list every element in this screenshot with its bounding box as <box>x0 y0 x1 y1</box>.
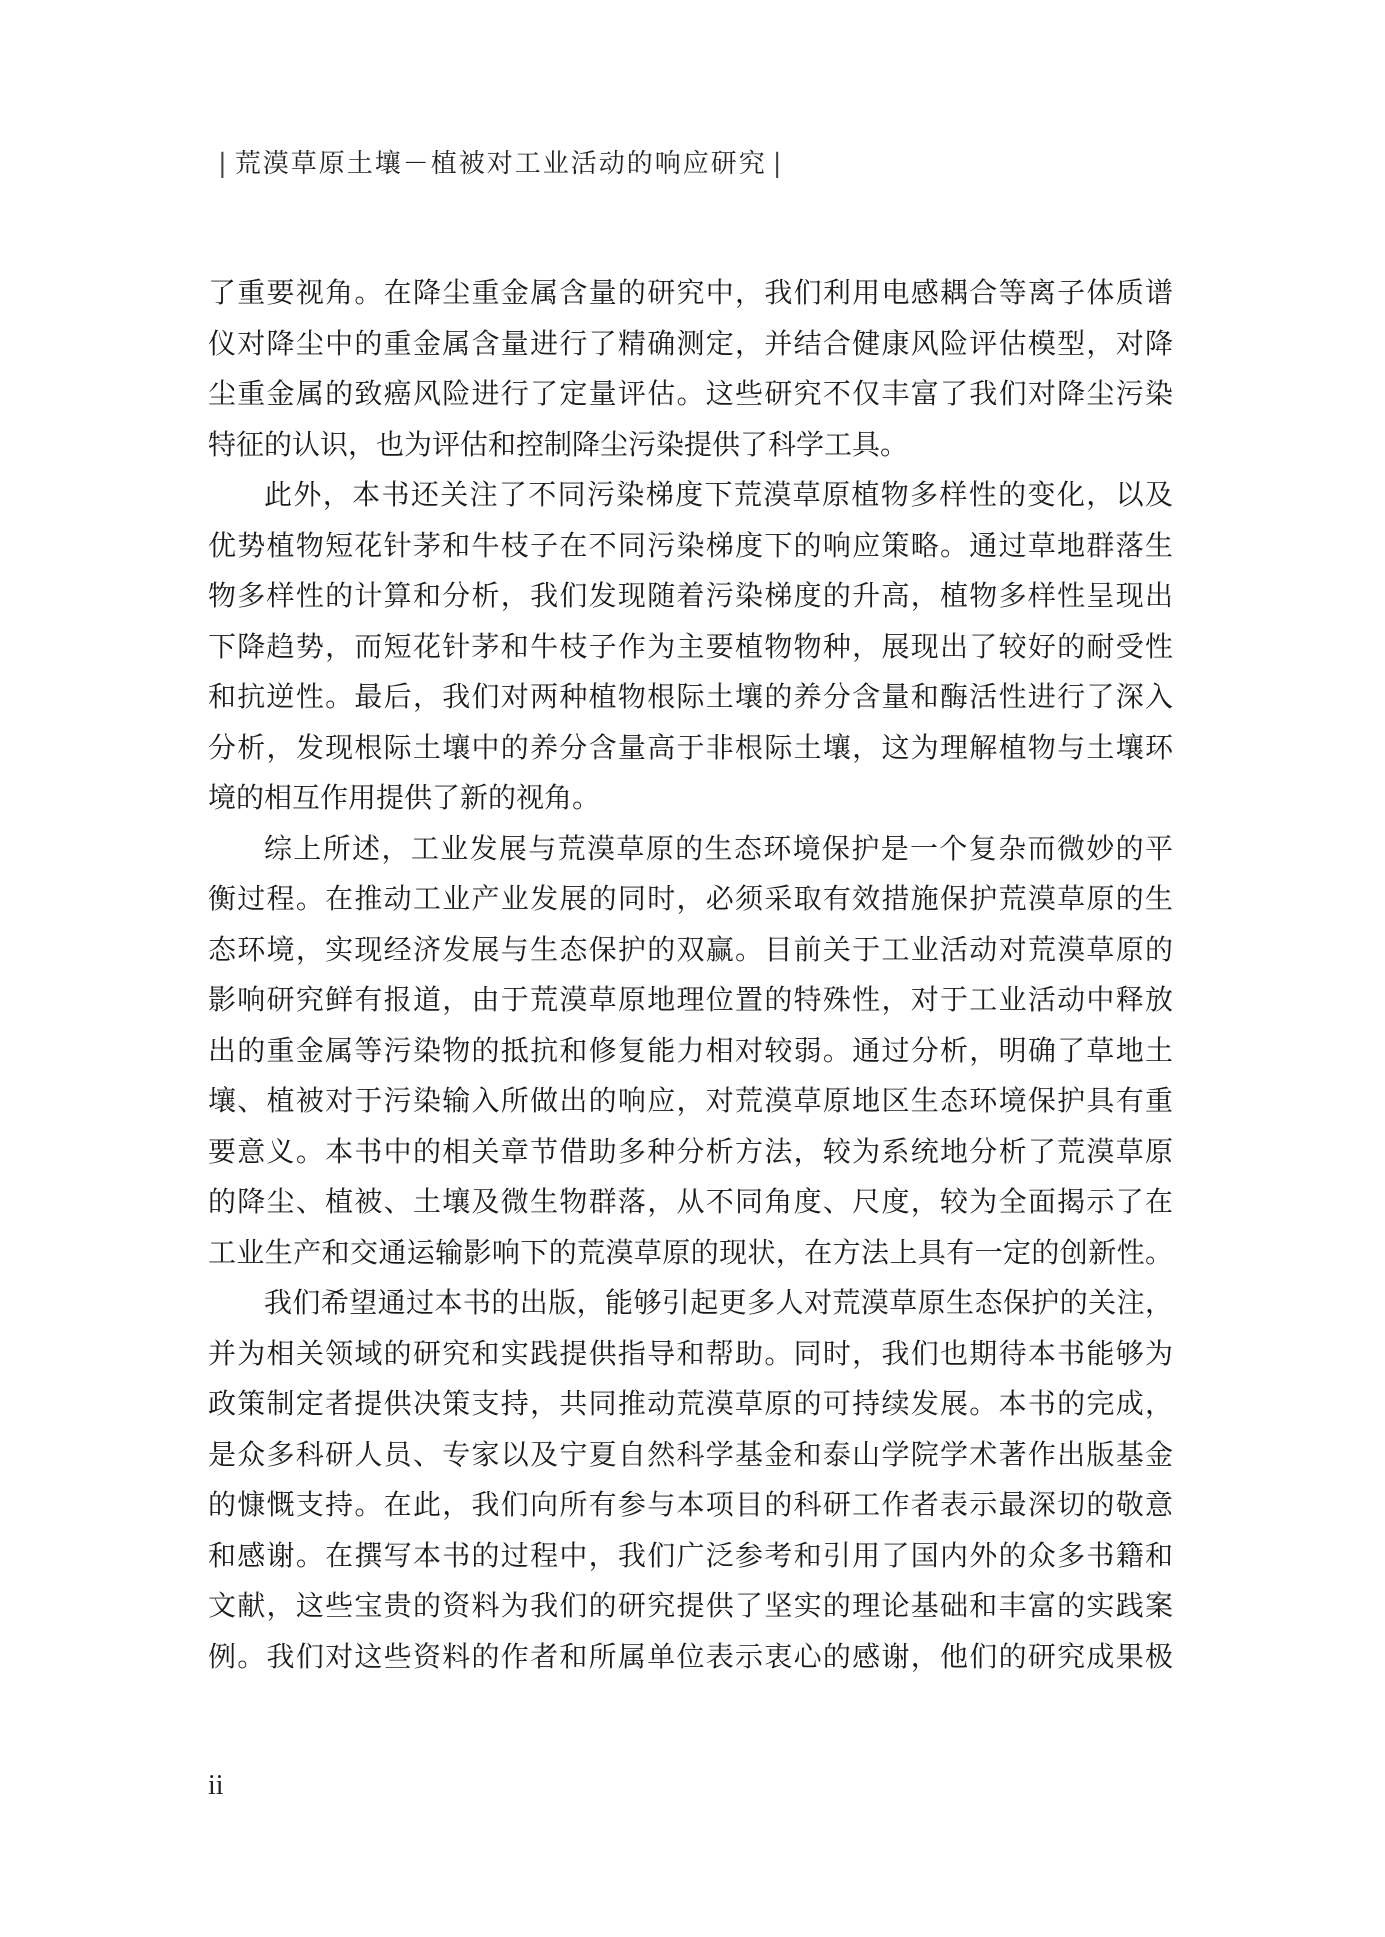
text-line: 和抗逆性。最后，我们对两种植物根际土壤的养分含量和酶活性进行了深入 <box>208 680 1173 713</box>
text-line: 是众多科研人员、专家以及宁夏自然科学基金和泰山学院学术著作出版基金 <box>208 1437 1173 1471</box>
paragraph-first-line: 此外，本书还关注了不同污染梯度下荒漠草原植物多样性的变化，以及 <box>264 478 1173 511</box>
text-line: 要意义。本书中的相关章节借助多种分析方法，较为系统地分析了荒漠草原 <box>208 1134 1173 1168</box>
text-line: 境的相互作用提供了新的视角。 <box>208 781 601 814</box>
header-title: 荒漠草原土壤－植被对工业活动的响应研究 <box>234 149 767 179</box>
header-bar-left: | <box>218 149 229 179</box>
text-line: 优势植物短花针茅和牛枝子在不同污染梯度下的响应策略。通过草地群落生 <box>208 528 1173 562</box>
text-line: 工业生产和交通运输影响下的荒漠草原的现状，在方法上具有一定的创新性。 <box>208 1235 1173 1269</box>
text-line: 并为相关领域的研究和实践提供指导和帮助。同时，我们也期待本书能够为 <box>208 1336 1173 1370</box>
paragraph-first-line: 我们希望通过本书的出版，能够引起更多人对荒漠草原生态保护的关注， <box>264 1286 1173 1319</box>
text-line: 特征的认识，也为评估和控制降尘污染提供了科学工具。 <box>208 427 909 461</box>
text-line: 衡过程。在推动工业产业发展的同时，必须采取有效措施保护荒漠草原的生 <box>208 882 1173 915</box>
text-line: 政策制定者提供决策支持，共同推动荒漠草原的可持续发展。本书的完成， <box>208 1387 1173 1420</box>
running-header <box>212 143 790 180</box>
body-text <box>208 268 1173 1682</box>
text-line: 态环境，实现经济发展与生态保护的双赢。目前关于工业活动对荒漠草原的 <box>208 932 1173 966</box>
text-line: 尘重金属的致癌风险进行了定量评估。这些研究不仅丰富了我们对降尘污染 <box>208 377 1173 410</box>
text-line: 仪对降尘中的重金属含量进行了精确测定，并结合健康风险评估模型，对降 <box>208 326 1173 360</box>
text-line: 影响研究鲜有报道，由于荒漠草原地理位置的特殊性，对于工业活动中释放 <box>208 983 1173 1016</box>
text-line: 出的重金属等污染物的抵抗和修复能力相对较弱。通过分析，明确了草地土 <box>208 1033 1173 1067</box>
text-line: 和感谢。在撰写本书的过程中，我们广泛参考和引用了国内外的众多书籍和 <box>208 1538 1173 1572</box>
paragraph-first-line: 综上所述，工业发展与荒漠草原的生态环境保护是一个复杂而微妙的平 <box>264 831 1173 865</box>
text-line: 例。我们对这些资料的作者和所属单位表示衷心的感谢，他们的研究成果极 <box>208 1639 1173 1673</box>
text-line: 了重要视角。在降尘重金属含量的研究中，我们利用电感耦合等离子体质谱 <box>208 276 1173 309</box>
page-number: ii <box>208 1770 224 1801</box>
text-line: 壤、植被对于污染输入所做出的响应，对荒漠草原地区生态环境保护具有重 <box>208 1084 1173 1117</box>
header-bar-right: | <box>772 149 784 179</box>
text-line: 的慷慨支持。在此，我们向所有参与本项目的科研工作者表示最深切的敬意 <box>208 1488 1173 1521</box>
text-line: 物多样性的计算和分析，我们发现随着污染梯度的升高，植物多样性呈现出 <box>208 579 1173 612</box>
text-line: 文献，这些宝贵的资料为我们的研究提供了坚实的理论基础和丰富的实践案 <box>208 1589 1173 1622</box>
text-line: 的降尘、植被、土壤及微生物群落，从不同角度、尺度，较为全面揭示了在 <box>208 1185 1173 1218</box>
text-line: 分析，发现根际土壤中的养分含量高于非根际土壤，这为理解植物与土壤环 <box>208 730 1173 764</box>
text-line: 下降趋势，而短花针茅和牛枝子作为主要植物物种，展现出了较好的耐受性 <box>208 629 1173 663</box>
